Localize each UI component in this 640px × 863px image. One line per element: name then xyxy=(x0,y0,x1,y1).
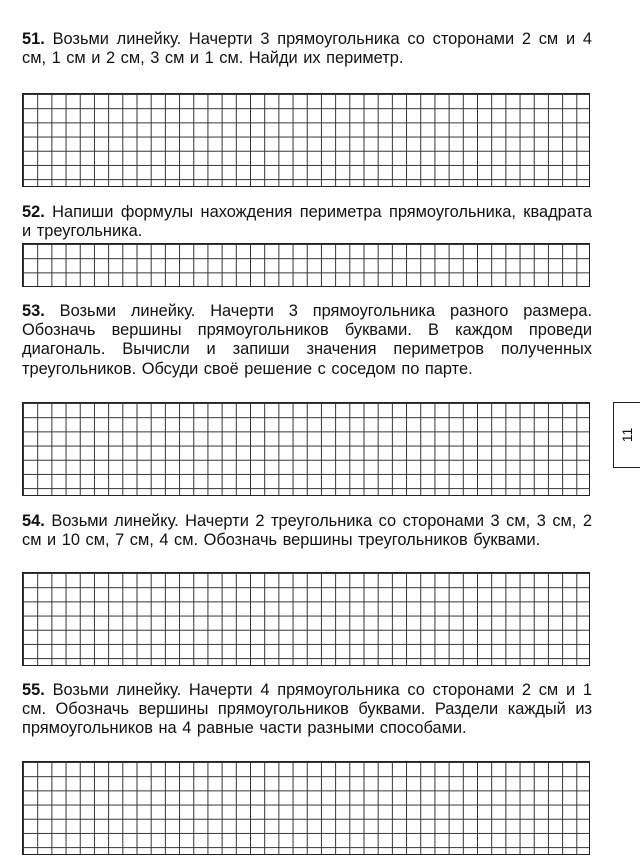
grid-answer-area-55[interactable] xyxy=(22,761,590,855)
task-number: 52. xyxy=(22,203,45,221)
task-number: 51. xyxy=(22,30,45,48)
task-text: Возьми линейку. Начерти 3 прямоугольника разного размера. Обозначь вершины прямоугольников буквами. В каждом проведи диагональ. Вычисли и запиши значения периметров полученных треугольников. Обсуди своё решение с соседом по парте. xyxy=(22,302,592,378)
task-text: Возьми линейку. Начерти 3 прямоугольника со сторонами 2 см и 4 см, 1 см и 2 см, 3 см и 1 см. Найди их периметр. xyxy=(22,30,592,68)
page-number: 11 xyxy=(619,427,635,443)
page-number-tab xyxy=(613,402,640,468)
task-text: Напиши формулы нахождения периметра прямоугольника, квадрата и треугольника. xyxy=(22,203,592,241)
task-text: Возьми линейку. Начерти 4 прямоугольника со сторонами 2 см и 1 см. Обозначь вершины прямоугольников буквами. Раздели каждый из прямоугольников на 4 равные части разными способами. xyxy=(22,681,592,738)
task-55 xyxy=(22,681,592,739)
task-number: 54. xyxy=(22,512,45,530)
task-54 xyxy=(22,512,592,550)
grid-answer-area-52[interactable] xyxy=(22,243,590,287)
task-number: 53. xyxy=(22,302,45,320)
grid-answer-area-54[interactable] xyxy=(22,572,590,666)
task-51 xyxy=(22,30,592,68)
task-53 xyxy=(22,302,592,379)
grid-answer-area-53[interactable] xyxy=(22,402,590,496)
task-number: 55. xyxy=(22,681,45,699)
task-52 xyxy=(22,203,592,241)
grid-answer-area-51[interactable] xyxy=(22,93,590,187)
task-text: Возьми линейку. Начерти 2 треугольника со сторонами 3 см, 3 см, 2 см и 10 см, 7 см, 4 см. Обозначь вершины треугольников буквами. xyxy=(22,512,592,550)
